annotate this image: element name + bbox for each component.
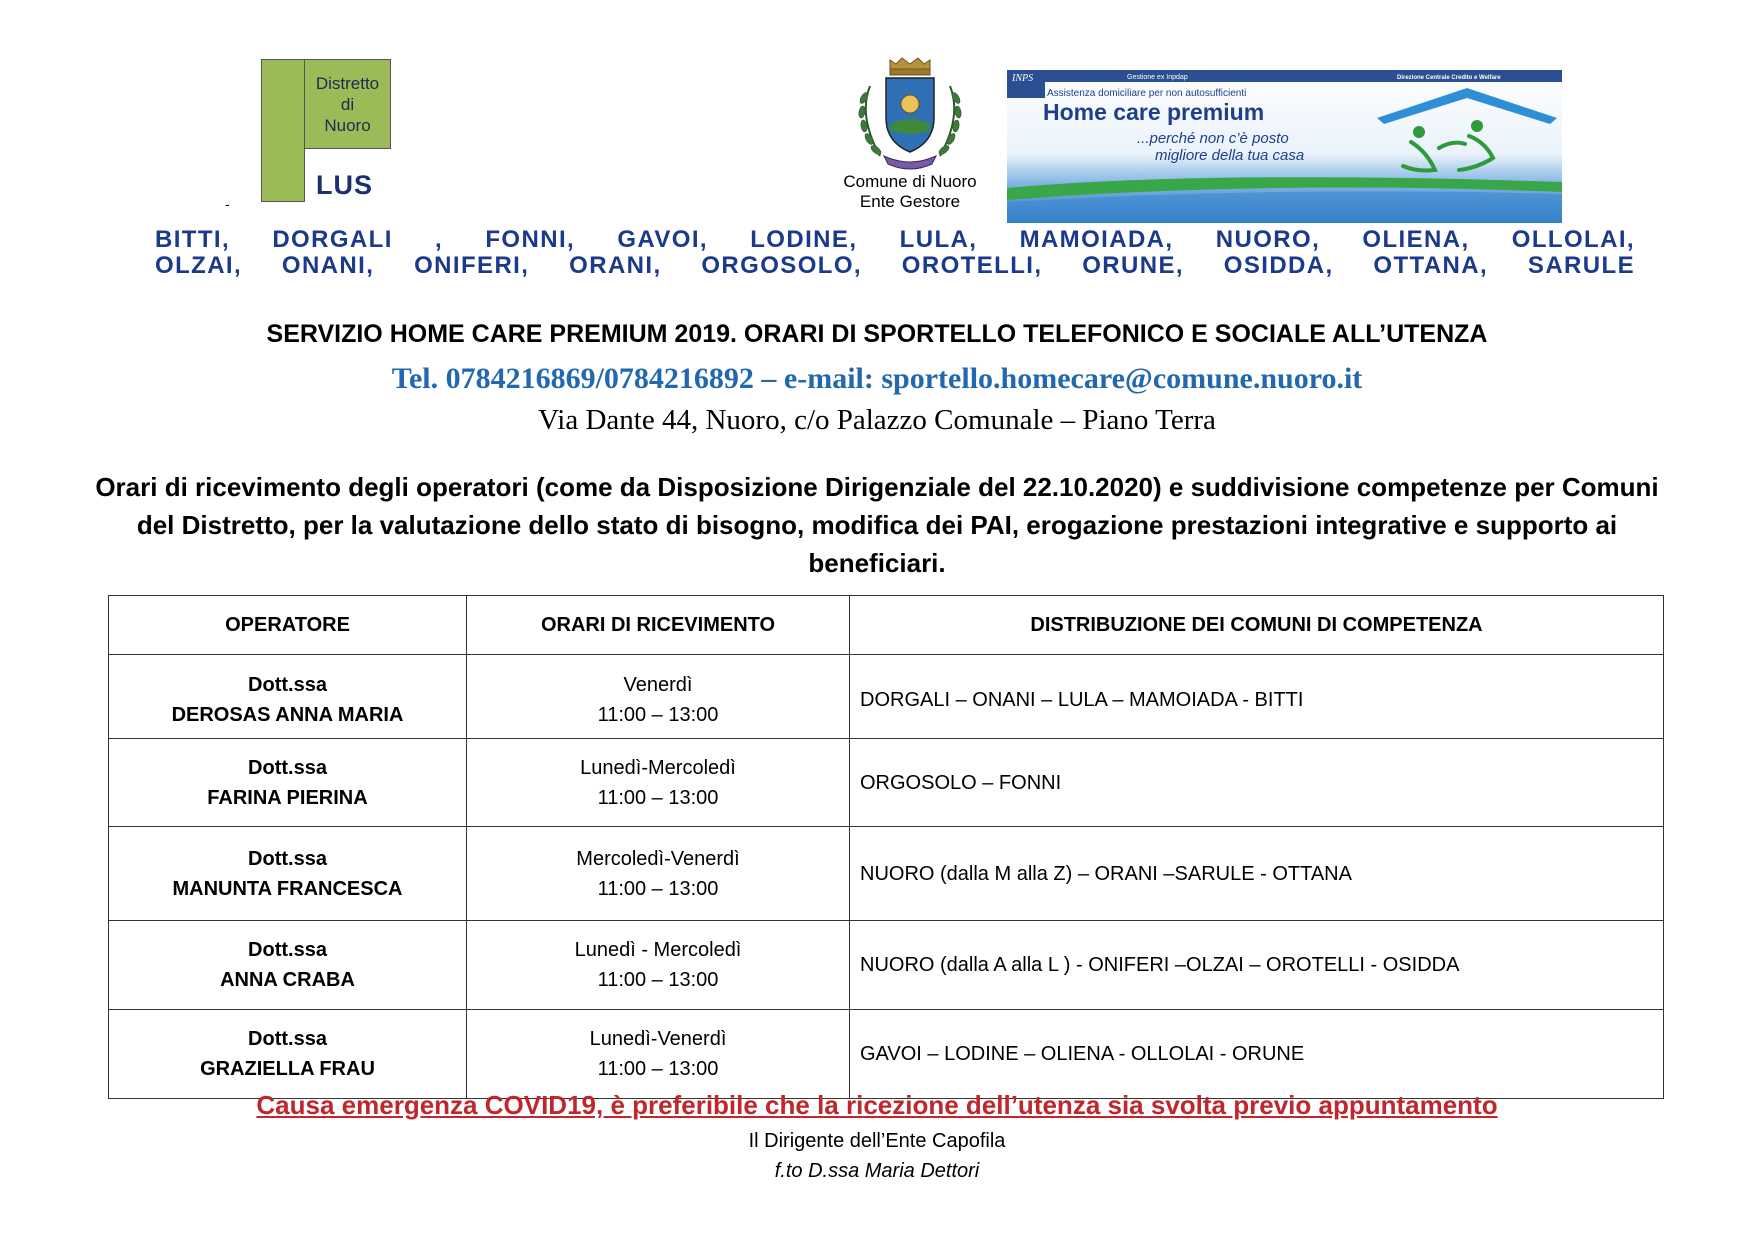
- hours-time: 11:00 – 13:00: [597, 969, 719, 991]
- operator-name: FARINA PIERINA: [207, 786, 368, 809]
- table-row: [109, 739, 1664, 827]
- operator-name: DEROSAS ANNA MARIA: [171, 704, 404, 726]
- plus-logo-di: di: [340, 94, 355, 114]
- hours-days: Mercoledì-Venerdì: [576, 847, 740, 870]
- director-title: Il Dirigente dell’Ente Capofila: [748, 1130, 1006, 1152]
- operator-title: Dott.ssa: [248, 847, 327, 870]
- comune-name: Comune di Nuoro: [843, 172, 977, 191]
- hours-cell: [467, 1010, 850, 1099]
- comune-crest-icon: [850, 56, 970, 174]
- hours-days: Lunedì - Mercoledì: [574, 939, 742, 961]
- hours-cell: [467, 655, 850, 739]
- hours-cell: [467, 739, 850, 827]
- table-header-row: [109, 596, 1664, 655]
- hours-days: Venerdì: [623, 674, 693, 696]
- plus-logo-distretto: Distretto: [315, 73, 380, 93]
- hours-time: 11:00 – 13:00: [597, 1058, 719, 1080]
- hours-time: 11:00 – 13:00: [597, 704, 719, 726]
- district-towns: [155, 227, 1635, 279]
- banner-top-right: Direzione Centrale Credito e Welfare: [1397, 75, 1501, 81]
- header-orari: ORARI DI RICEVIMENTO: [467, 596, 850, 655]
- header-comuni: DISTRIBUZIONE DEI COMUNI DI COMPETENZA: [850, 596, 1664, 655]
- operator-title: Dott.ssa: [248, 756, 327, 779]
- district-towns-line-1: BITTI, DORGALI , FONNI, GAVOI, LODINE, LULA, MAMOIADA, NUORO, OLIENA, OLLOLAI,: [155, 226, 1635, 253]
- operator-name: ANNA CRABA: [220, 969, 355, 991]
- table-row: [109, 827, 1664, 921]
- towns-cell: ORGOSOLO – FONNI: [850, 739, 1664, 827]
- address-line: Via Dante 44, Nuoro, c/o Palazzo Comunale – Piano Terra: [538, 404, 1216, 436]
- table-row: [109, 655, 1664, 739]
- operator-name: GRAZIELLA FRAU: [200, 1058, 375, 1080]
- operator-cell: [109, 655, 467, 739]
- operator-cell: [109, 827, 467, 921]
- banner-tagline-2: migliore della tua casa: [1155, 147, 1305, 164]
- banner-tagline-1: ...perché non c’è posto: [1137, 130, 1289, 147]
- plus-logo-lus: LUS: [316, 170, 373, 200]
- comune-role: Ente Gestore: [859, 192, 961, 211]
- hours-time: 11:00 – 13:00: [597, 786, 719, 809]
- hours-cell: [467, 921, 850, 1010]
- hours-time: 11:00 – 13:00: [597, 877, 719, 900]
- banner-title: Home care premium: [1043, 99, 1265, 125]
- signature: f.to D.ssa Maria Dettori: [774, 1160, 980, 1182]
- hours-cell: [467, 827, 850, 921]
- operator-name: MANUNTA FRANCESCA: [172, 877, 403, 900]
- towns-cell: NUORO (dalla A alla L ) - ONIFERI –OLZAI – OROTELLI - OSIDDA: [850, 921, 1664, 1010]
- covid-notice: Causa emergenza COVID19, è preferibile che la ricezione dell’utenza sia svolta previo appuntamento: [256, 1090, 1498, 1120]
- towns-cell: GAVOI – LODINE – OLIENA - OLLOLAI - ORUNE: [850, 1010, 1664, 1099]
- banner-subtitle: Assistenza domiciliare per non autosufficienti: [1047, 88, 1247, 99]
- schedule-table: [108, 595, 1664, 1099]
- hours-days: Lunedì-Mercoledì: [580, 756, 736, 779]
- comune-caption: [820, 172, 1000, 212]
- operator-title: Dott.ssa: [248, 939, 327, 961]
- contact-line: Tel. 0784216869/0784216892 – e-mail: sportello.homecare@comune.nuoro.it: [391, 362, 1363, 395]
- towns-cell: DORGALI – ONANI – LULA – MAMOIADA - BITTI: [850, 655, 1664, 739]
- operator-cell: [109, 739, 467, 827]
- header-operatore: OPERATORE: [109, 596, 467, 655]
- plus-logo-box: [304, 59, 391, 149]
- page-title: SERVIZIO HOME CARE PREMIUM 2019. ORARI DI SPORTELLO TELEFONICO E SOCIALE ALL’UTENZA: [266, 320, 1488, 348]
- stray-dash: -: [225, 196, 230, 212]
- operator-cell: [109, 921, 467, 1010]
- table-row: [109, 1010, 1664, 1099]
- hours-days: Lunedì-Venerdì: [589, 1028, 727, 1050]
- towns-cell: NUORO (dalla M alla Z) – ORANI –SARULE - OTTANA: [850, 827, 1664, 921]
- intro-paragraph: Orari di ricevimento degli operatori (come da Disposizione Dirigenziale del 22.10.2020) e suddivisione competenze per Comuni del Distretto, per la valutazione dello stato di bisogno, modifica dei PAI, erogazione prestazioni integrative e supporto ai beneficiari.: [95, 472, 1659, 578]
- operator-title: Dott.ssa: [248, 674, 327, 696]
- inps-brand: INPS: [1012, 73, 1034, 84]
- banner-top-left: Gestione ex Inpdap: [1127, 74, 1188, 81]
- district-towns-line-2: OLZAI, ONANI, ONIFERI, ORANI, ORGOSOLO, OROTELLI, ORUNE, OSIDDA, OTTANA, SARULE: [155, 252, 1635, 279]
- operator-cell: [109, 1010, 467, 1099]
- plus-logo-nuoro: Nuoro: [324, 115, 371, 135]
- operator-title: Dott.ssa: [248, 1028, 327, 1050]
- home-care-premium-banner: [1007, 70, 1562, 223]
- plus-logo-bar: [261, 59, 305, 202]
- table-row: [109, 921, 1664, 1010]
